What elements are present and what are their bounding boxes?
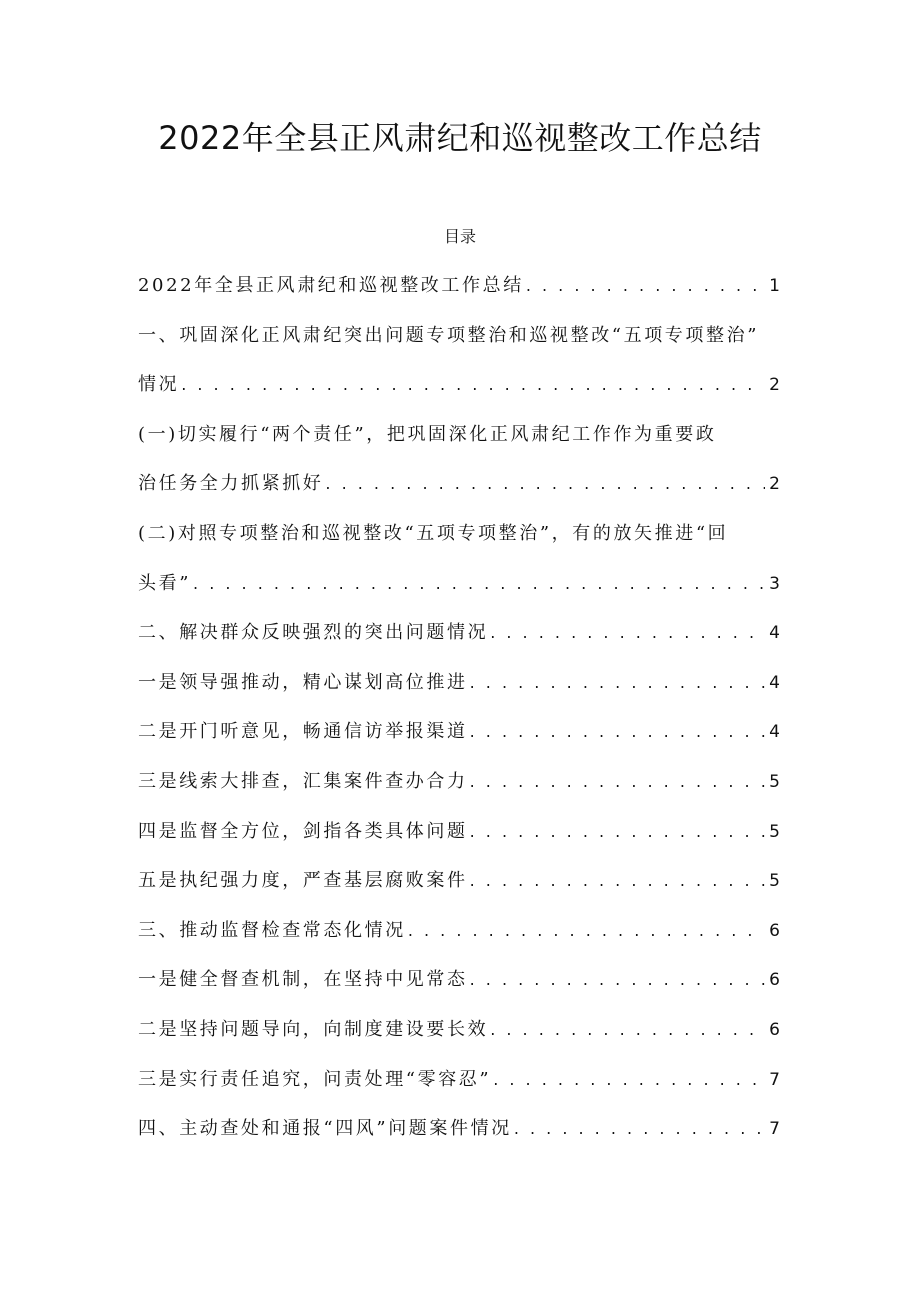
toc-leader	[470, 964, 766, 996]
toc-entry-text: 四、主动查处和通报“四风”问题案件情况	[138, 1118, 512, 1140]
toc-entry-text: 三是线索大排查，汇集案件查办合力	[138, 770, 468, 792]
page-title: 2022年全县正风肃纪和巡视整改工作总结	[158, 119, 762, 157]
toc-page-number: 6	[769, 920, 780, 941]
toc-entry-text: 二是坚持问题导向，向制度建设要长效	[138, 1018, 489, 1040]
toc-page-number: 7	[769, 1069, 780, 1090]
toc-page-number: 4	[769, 623, 780, 644]
toc-entry[interactable]	[138, 568, 780, 618]
toc-entry-text: 五是执纪强力度，严查基层腐败案件	[138, 870, 468, 892]
toc-entry[interactable]	[138, 518, 780, 568]
toc-leader	[325, 468, 765, 500]
toc-leader	[470, 865, 766, 897]
toc-entry[interactable]	[138, 468, 780, 518]
toc-entry-text: 一、巩固深化正风肃纪突出问题专项整治和巡视整改“五项专项整治”	[138, 324, 760, 346]
toc-entry[interactable]	[138, 1113, 780, 1163]
toc-heading: 目录	[443, 227, 476, 246]
toc-page-number: 7	[769, 1119, 780, 1140]
toc-leader	[181, 369, 765, 401]
toc-entry-text: 三是实行责任追究，问责处理“零容忍”	[138, 1068, 492, 1090]
toc-entry-text: 治任务全力抓紧抓好	[138, 473, 324, 495]
toc-page-number: 5	[769, 871, 780, 892]
toc-leader	[490, 617, 765, 649]
toc-entry[interactable]	[138, 419, 780, 469]
toc-leader	[193, 568, 765, 600]
toc-page-number: 6	[769, 1019, 780, 1040]
toc-entry-text: 二、解决群众反映强烈的突出问题情况	[138, 622, 489, 644]
toc-page-number: 6	[769, 970, 780, 991]
toc-entry[interactable]	[138, 766, 780, 816]
toc-entry-text: 二是开门听意见，畅通信访举报渠道	[138, 721, 468, 743]
toc-entry[interactable]	[138, 617, 780, 667]
toc-page-number: 2	[769, 375, 780, 396]
toc-page-number: 5	[769, 771, 780, 792]
toc-page-number: 1	[769, 276, 780, 296]
toc-entry-text: (一)切实履行“两个责任”，把巩固深化正风肃纪工作作为重要政	[138, 423, 717, 445]
toc-entry-text: 一是领导强推动，精心谋划高位推进	[138, 671, 468, 693]
toc-entry-text: 2022年全县正风肃纪和巡视整改工作总结	[138, 275, 524, 296]
toc-leader	[408, 915, 765, 947]
toc-entry[interactable]	[138, 1014, 780, 1064]
toc-entry[interactable]	[138, 865, 780, 915]
toc-entry[interactable]	[138, 915, 780, 965]
toc-entry-text: 三、推动监督检查常态化情况	[138, 919, 406, 941]
table-of-contents	[138, 270, 780, 1163]
toc-leader	[470, 816, 766, 848]
toc-entry-text: (二)对照专项整治和巡视整改“五项专项整治”，有的放矢推进“回	[138, 522, 729, 544]
toc-entry[interactable]	[138, 1064, 780, 1114]
toc-entry-text: 头看”	[138, 572, 192, 594]
toc-entry-text: 一是健全督查机制，在坚持中见常态	[138, 969, 468, 991]
toc-page-number: 4	[769, 722, 780, 743]
toc-leader	[470, 667, 766, 699]
toc-entry[interactable]	[138, 964, 780, 1014]
toc-leader	[470, 716, 766, 748]
toc-leader	[493, 1064, 765, 1096]
toc-leader	[526, 270, 765, 302]
toc-page-number: 5	[769, 821, 780, 842]
toc-entry[interactable]	[138, 369, 780, 419]
toc-leader	[470, 766, 766, 798]
toc-entry-text: 情况	[138, 374, 180, 396]
toc-entry[interactable]	[138, 667, 780, 717]
toc-page-number: 4	[769, 672, 780, 693]
toc-leader	[490, 1014, 765, 1046]
toc-entry[interactable]	[138, 270, 780, 320]
toc-page-number: 3	[769, 573, 780, 594]
toc-page-number: 2	[769, 474, 780, 495]
toc-entry[interactable]	[138, 816, 780, 866]
toc-entry[interactable]	[138, 320, 780, 370]
toc-entry-text: 四是监督全方位，剑指各类具体问题	[138, 820, 468, 842]
toc-leader	[514, 1113, 765, 1145]
toc-entry[interactable]	[138, 716, 780, 766]
